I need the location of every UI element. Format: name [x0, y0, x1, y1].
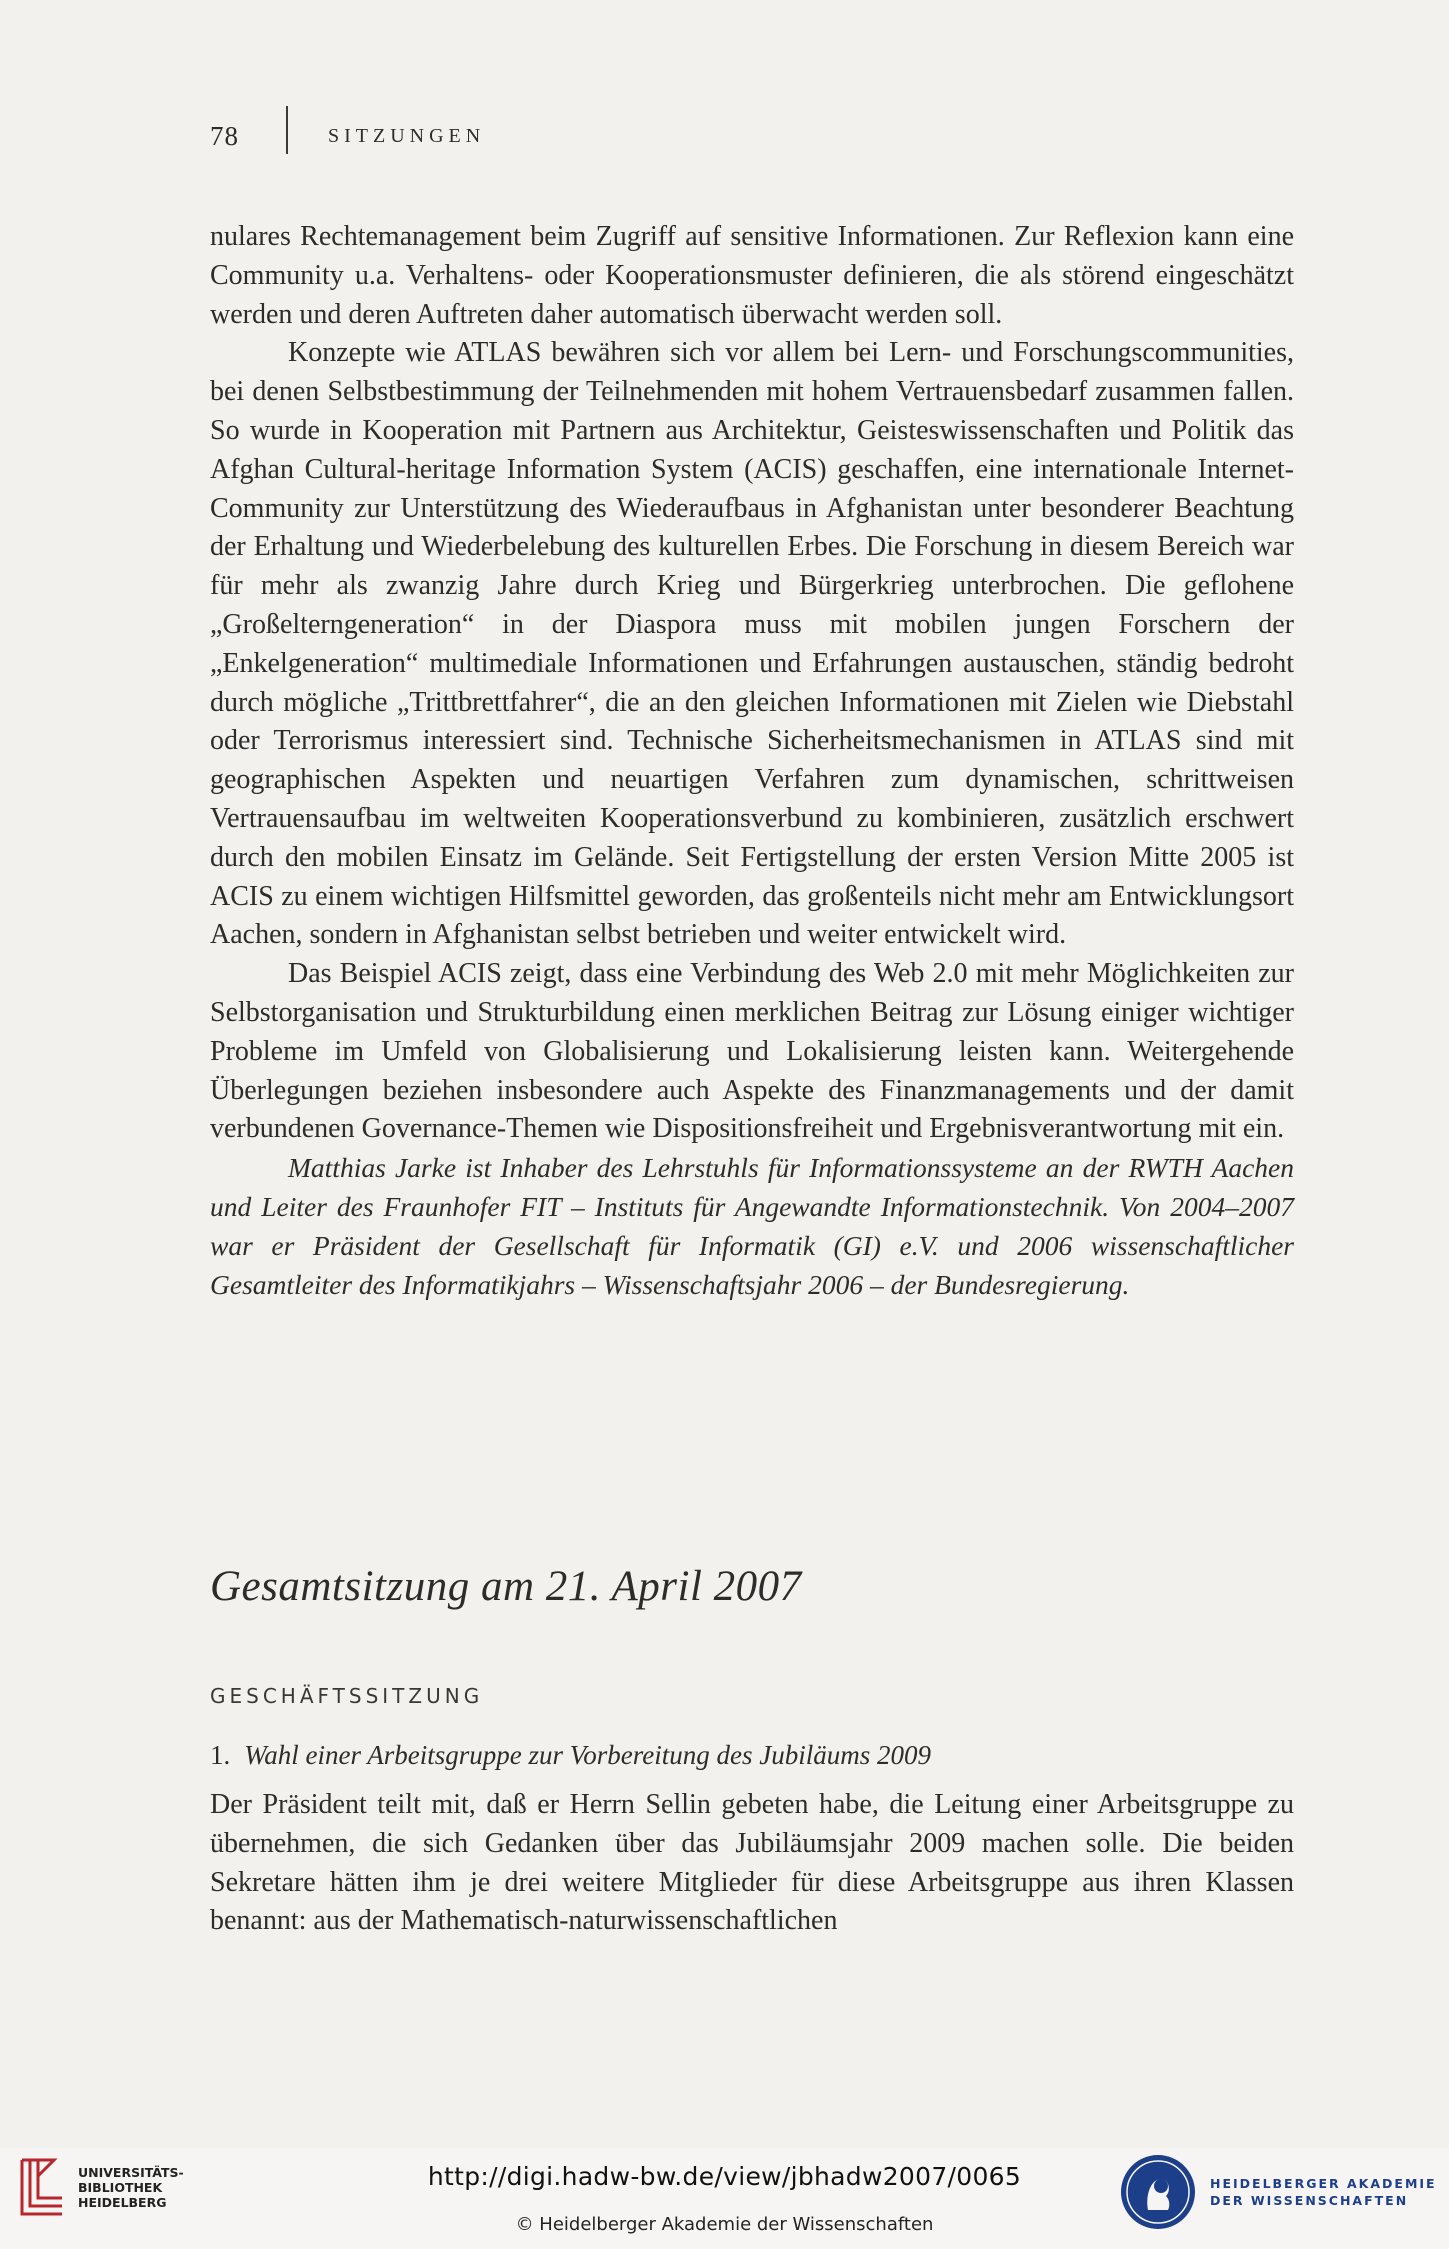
agenda-title: Wahl einer Arbeitsgruppe zur Vorbereitung des Jubiläums 2009	[244, 1740, 931, 1770]
hadw-logo-line-1: HEIDELBERGER AKADEMIE	[1210, 2176, 1437, 2191]
hadw-logo[interactable]	[1118, 2152, 1437, 2232]
page-number: 78	[210, 120, 239, 151]
ub-logo-label: UNIVERSITÄTS- BIBLIOTHEK HEIDELBERG	[78, 2164, 184, 2210]
paragraph-3: Das Beispiel ACIS zeigt, dass eine Verbindung des Web 2.0 mit mehr Möglichkeiten zur Selbstorganisation und Strukturbildung einen merklichen Beitrag zur Lösung einiger wichtiger Probleme im Umfeld von Globalisierung und Lokalisierung leisten kann. Weitergehende Überlegungen beziehen insbesondere auch Aspekte des Finanzmanagements und der damit verbundenen Governance-Themen wie Dispositionsfreiheit und Ergebnisverantwortung mit ein.	[210, 958, 1294, 1145]
paragraph-1: nulares Rechtemanagement beim Zugriff auf sensitive Informationen. Zur Reflexion kann eine Community u.a. Verhaltens- oder Kooperationsmuster definieren, die als störend eingeschätzt werden und deren Auftreten daher automatisch überwacht werden soll.	[210, 221, 1294, 330]
header-divider	[286, 106, 288, 154]
page-header	[210, 118, 485, 154]
footer	[0, 2148, 1449, 2249]
hadw-seal-icon	[1118, 2152, 1198, 2232]
running-head: SITZUNGEN	[328, 124, 486, 147]
hadw-logo-line-2: DER WISSENSCHAFTEN	[1210, 2193, 1409, 2208]
footer-url[interactable]: http://digi.hadw-bw.de/view/jbhadw2007/0065	[427, 2162, 1022, 2191]
agenda-number: 1.	[210, 1740, 231, 1770]
paragraph-2: Konzepte wie ATLAS bewähren sich vor allem bei Lern- und Forschungscommunities, bei denen Selbstbestimmung der Teilnehmenden mit hohem Vertrauensbedarf zusammen fallen. So wurde in Kooperation mit Partnern aus Architektur, Geisteswissenschaften und Politik das Afghan Cultural-heritage Information System (ACIS) geschaffen, eine internationale Internet-Community zur Unterstützung des Wiederaufbaus in Afghanistan unter besonderer Beachtung der Erhaltung und Wiederbelebung des kulturellen Erbes. Die Forschung in diesem Bereich war für mehr als zwanzig Jahre durch Krieg und Bürgerkrieg unterbrochen. Die geflohene „Großelterngeneration“ in der Diaspora muss mit mobilen jungen Forschern der „Enkelgeneration“ multimediale Informationen und Erfahrungen austauschen, ständig bedroht durch mögliche „Trittbrettfahrer“, die an den gleichen Informationen mit Zielen wie Diebstahl oder Terrorismus interessiert sind. Technische Sicherheitsmechanismen in ATLAS sind mit geographischen Aspekten und neuartigen Verfahren zum dynamischen, schrittweisen Vertrauensaufbau im weltweiten Kooperationsverbund zu kombinieren, zusätzlich erschwert durch den mobilen Einsatz im Gelände. Seit Fertigstellung der ersten Version Mitte 2005 ist ACIS zu einem wichtigen Hilfsmittel geworden, das großenteils nicht mehr am Entwicklungsort Aachen, sondern in Afghanistan selbst betrieben und weiter entwickelt wird.	[210, 337, 1294, 951]
author-bio: Matthias Jarke ist Inhaber des Lehrstuhls für Informationssysteme an der RWTH Aachen und Leiter des Fraunhofer FIT – Instituts für Angewandte Informationstechnik. Von 2004–2007 war er Präsident der Gesellschaft für Informatik (GI) e.V. und 2006 wissenschaftlicher Gesamtleiter des Informatikjahrs – Wissenschaftsjahr 2006 – der Bundesregierung.	[210, 1152, 1294, 1300]
body-text	[210, 218, 1294, 1304]
agenda-body	[210, 1786, 1294, 1941]
section-title: Gesamtsitzung am 21. April 2007	[210, 1563, 802, 1610]
footer-copyright: © Heidelberger Akademie der Wissenschaften	[515, 2214, 934, 2235]
agenda-paragraph: Der Präsident teilt mit, daß er Herrn Sellin gebeten habe, die Leitung einer Arbeitsgruppe zu übernehmen, die sich Gedanken über das Jubiläumsjahr 2009 machen solle. Die beiden Sekretare hätten ihm je drei weitere Mitglieder für diese Arbeitsgruppe aus ihren Klassen benannt: aus der Mathematisch-naturwissenschaftlichen	[210, 1789, 1294, 1937]
agenda-item-heading	[210, 1740, 931, 1771]
hadw-logo-text	[1210, 2175, 1437, 2209]
business-heading: GESCHÄFTSSITZUNG	[210, 1684, 484, 1708]
